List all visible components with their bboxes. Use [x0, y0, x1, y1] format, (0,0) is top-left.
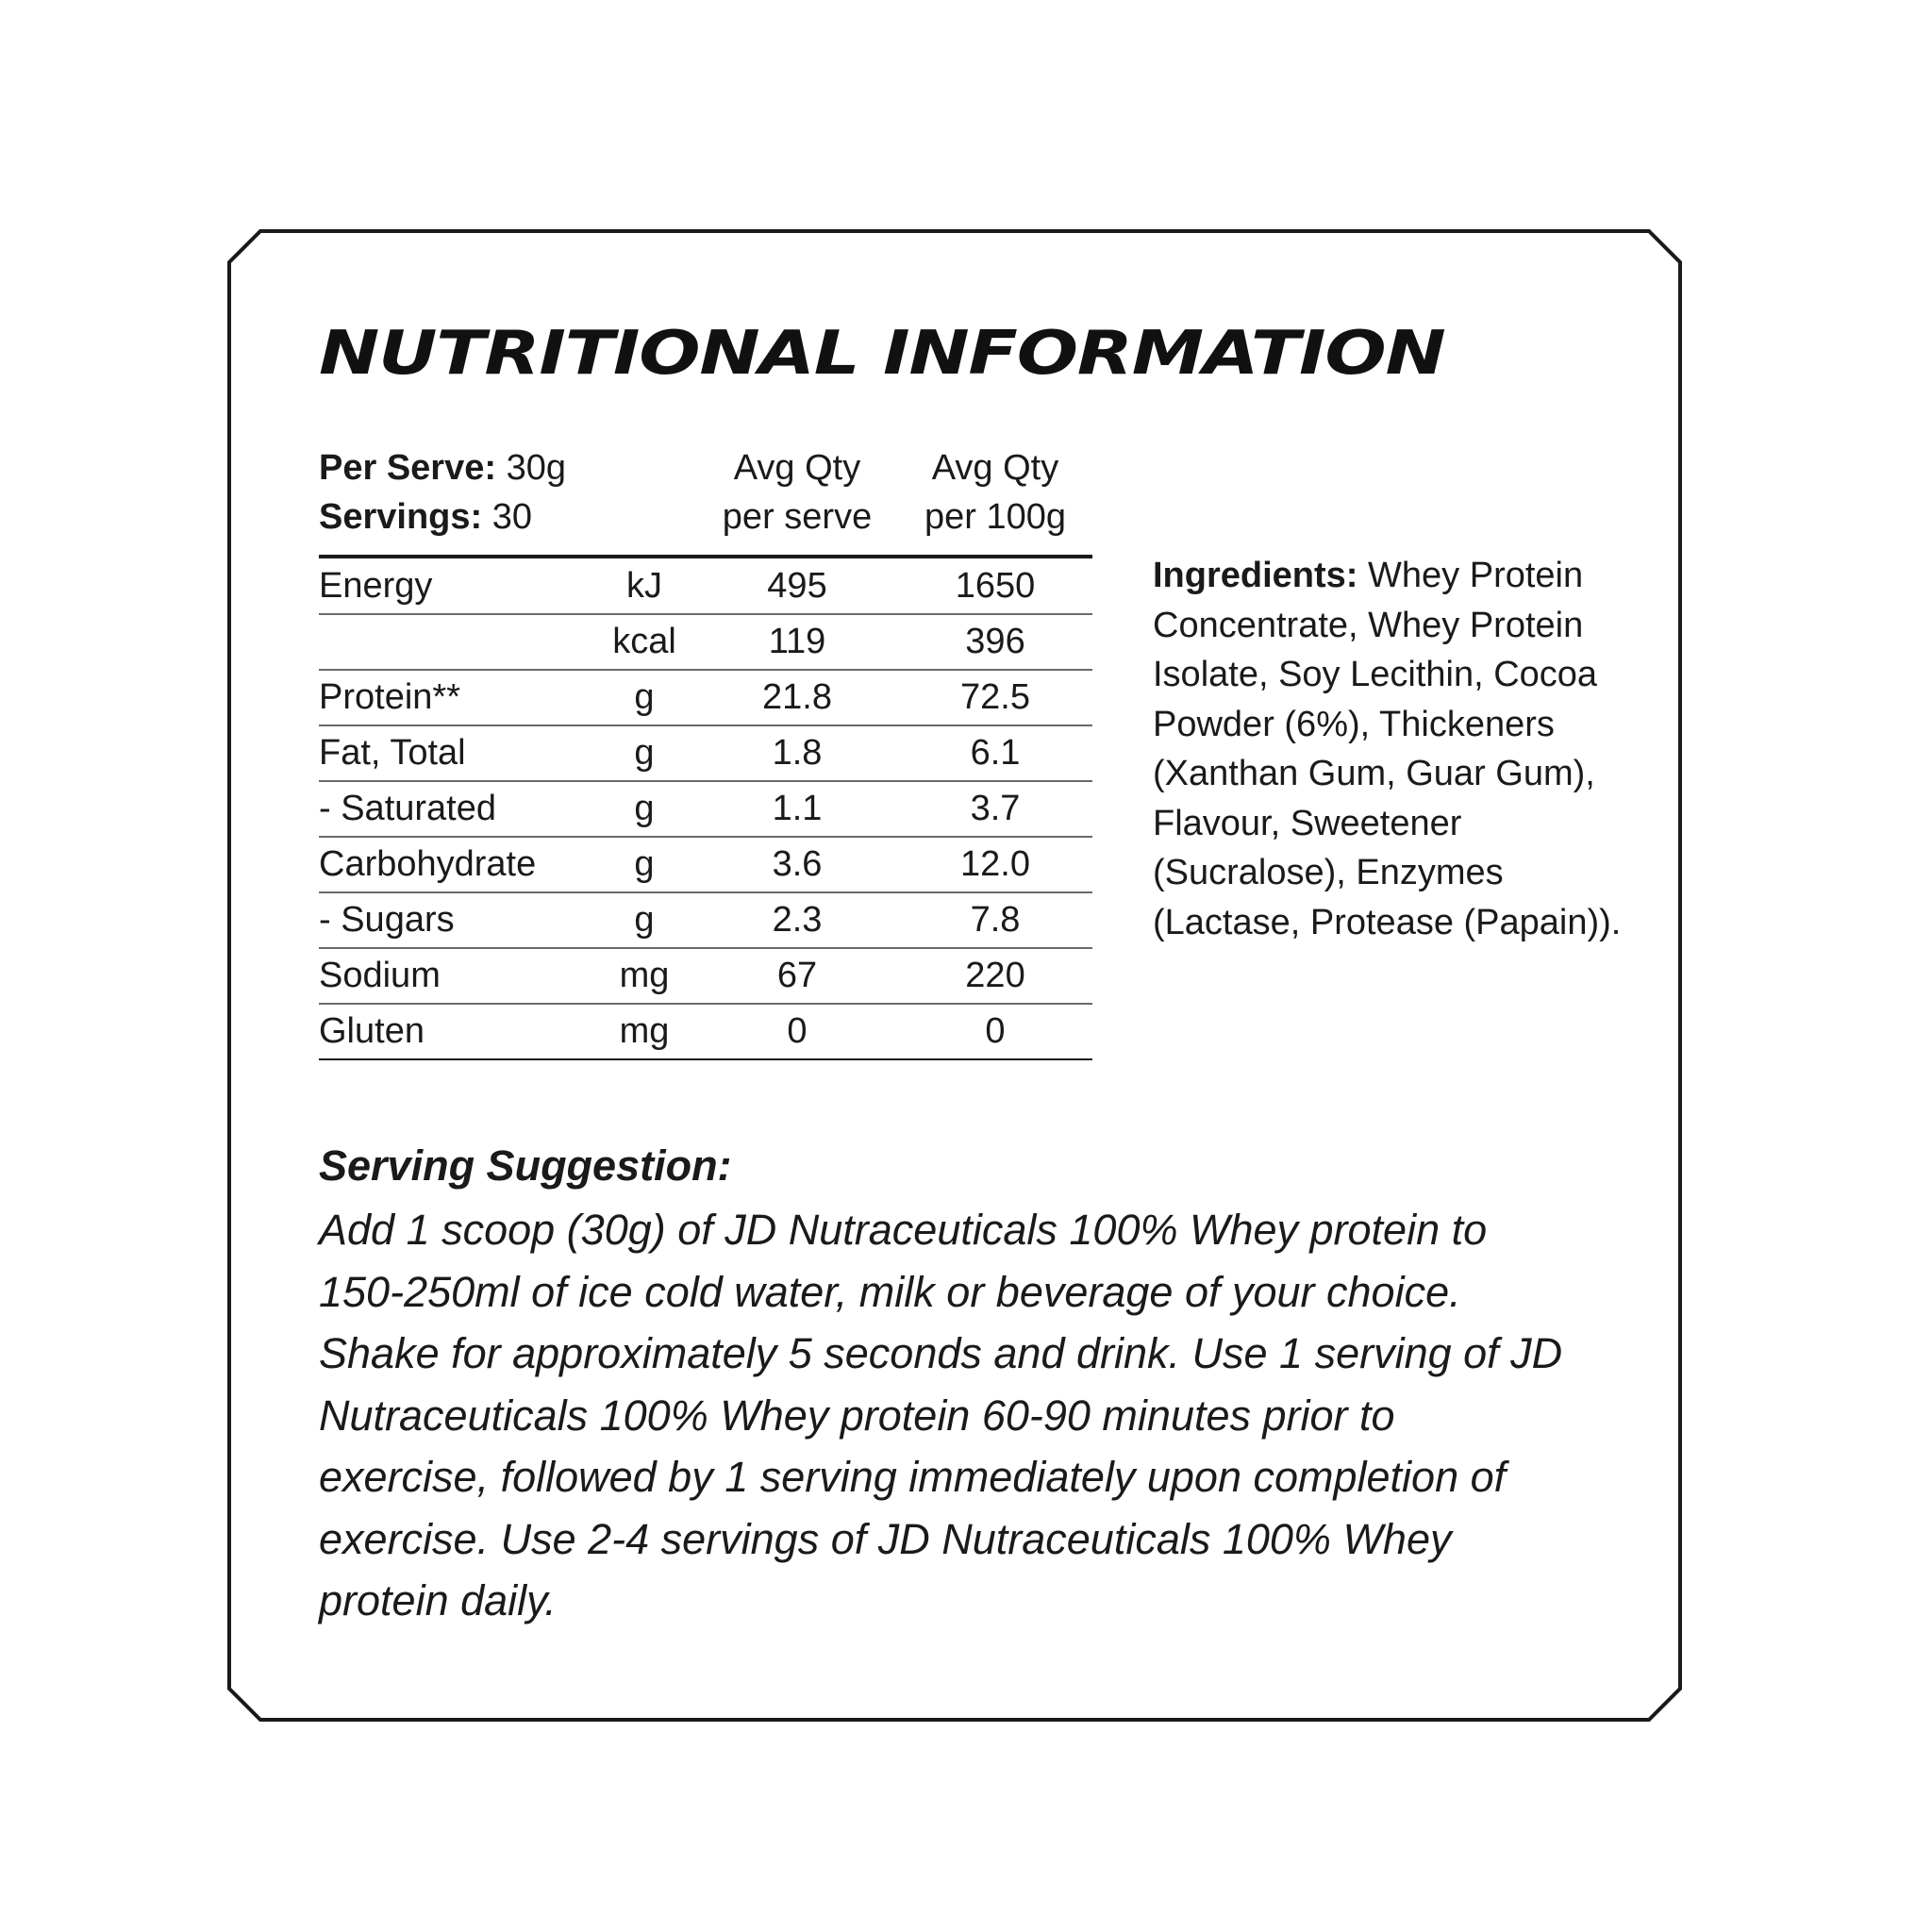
- nutrient-per-serve: 1.8: [772, 733, 823, 773]
- nutrient-unit: g: [634, 844, 655, 884]
- table-row: [319, 949, 1092, 1005]
- nutrient-per-serve: 21.8: [762, 677, 832, 717]
- table-row: [319, 893, 1092, 949]
- ingredients-line: Isolate, Soy Lecithin, Cocoa: [1153, 655, 1598, 694]
- nutrient-unit: mg: [619, 956, 670, 995]
- column-header-per-100g-line1: Avg Qty: [931, 448, 1059, 488]
- nutrient-name: - Saturated: [319, 789, 496, 828]
- ingredients-line: Flavour, Sweetener: [1153, 803, 1462, 843]
- per-serve-label: Per Serve:: [319, 448, 497, 488]
- nutrient-unit: mg: [619, 1011, 670, 1051]
- table-row: [319, 559, 1092, 615]
- nutrient-per-serve: 0: [787, 1011, 808, 1051]
- ingredients-line: (Xanthan Gum, Guar Gum),: [1153, 754, 1595, 793]
- nutrient-unit: g: [634, 733, 655, 773]
- nutrient-per-100g: 220: [965, 956, 1025, 995]
- ingredients-text: Whey Protein: [1357, 556, 1584, 595]
- serving-line: exercise. Use 2-4 servings of JD Nutraceuticals 100% Whey: [319, 1514, 1452, 1563]
- nutrient-unit: g: [634, 789, 655, 828]
- serving-suggestion-title: Serving Suggestion:: [319, 1141, 732, 1190]
- nutrient-name: Sodium: [319, 956, 441, 995]
- nutrient-per-100g: 396: [965, 622, 1025, 661]
- nutrient-name: Carbohydrate: [319, 844, 537, 884]
- servings-line: [319, 492, 532, 541]
- nutrient-unit: kJ: [626, 566, 662, 606]
- servings-label: Servings:: [319, 497, 483, 537]
- ingredients-line: [1153, 551, 1624, 601]
- servings-value: 30: [491, 497, 533, 537]
- ingredients-line: (Lactase, Protease (Papain)).: [1153, 902, 1622, 942]
- nutrient-unit: kcal: [612, 622, 676, 661]
- nutrient-per-serve: 495: [767, 566, 827, 606]
- serving-suggestion-text: [319, 1199, 1640, 1632]
- nutrient-per-serve: 3.6: [772, 844, 823, 884]
- serving-line: exercise, followed by 1 serving immediately upon completion of: [319, 1453, 1507, 1501]
- nutrient-per-serve: 67: [776, 956, 818, 995]
- nutrient-per-serve: 1.1: [772, 789, 823, 828]
- ingredients-line: Concentrate, Whey Protein: [1153, 605, 1584, 645]
- serving-line: Nutraceuticals 100% Whey protein 60-90 minutes prior to: [319, 1391, 1395, 1440]
- table-row: [319, 782, 1092, 838]
- nutrient-name: Energy: [319, 566, 433, 606]
- nutrient-per-serve: 2.3: [772, 900, 823, 940]
- nutrient-per-100g: 1650: [955, 566, 1036, 606]
- nutrient-per-100g: 3.7: [970, 789, 1021, 828]
- nutrient-per-100g: 0: [985, 1011, 1006, 1051]
- ingredients-line: (Sucralose), Enzymes: [1153, 853, 1504, 892]
- nutrient-per-100g: 6.1: [970, 733, 1021, 773]
- serving-line: Add 1 scoop (30g) of JD Nutraceuticals 100% Whey protein to: [319, 1206, 1488, 1254]
- nutrient-name: Fat, Total: [319, 733, 466, 773]
- nutrient-name: Gluten: [319, 1011, 425, 1051]
- serving-line: 150-250ml of ice cold water, milk or beverage of your choice.: [319, 1267, 1461, 1316]
- nutrition-table: [319, 559, 1092, 1060]
- nutrient-per-100g: 72.5: [960, 677, 1030, 717]
- table-row: [319, 838, 1092, 893]
- nutrient-name: - Sugars: [319, 900, 455, 940]
- table-row: [319, 615, 1092, 671]
- ingredients-label: Ingredients:: [1153, 556, 1358, 595]
- per-serve-line: [319, 443, 566, 492]
- serving-line: Shake for approximately 5 seconds and drink. Use 1 serving of JD: [319, 1329, 1563, 1377]
- nutrient-per-100g: 7.8: [970, 900, 1021, 940]
- table-row: [319, 671, 1092, 726]
- serving-line: protein daily.: [319, 1576, 557, 1624]
- ingredients-line: Powder (6%), Thickeners: [1153, 704, 1555, 744]
- nutrient-name: Protein**: [319, 677, 460, 717]
- nutrient-unit: g: [634, 900, 655, 940]
- column-header-per-serve-line2: per serve: [722, 497, 873, 537]
- nutrition-header: [319, 443, 1092, 557]
- ingredients-block: [1153, 551, 1624, 947]
- nutrient-per-serve: 119: [768, 622, 826, 661]
- table-row: [319, 1005, 1092, 1060]
- nutrient-per-100g: 12.0: [960, 844, 1030, 884]
- column-header-per-serve-line1: Avg Qty: [733, 448, 861, 488]
- page-title: NUTRITIONAL INFORMATION: [319, 319, 1445, 389]
- table-row: [319, 726, 1092, 782]
- table-top-rule: [319, 555, 1092, 558]
- nutrient-unit: g: [634, 677, 655, 717]
- per-serve-value: 30g: [506, 448, 566, 488]
- column-header-per-100g-line2: per 100g: [924, 497, 1066, 537]
